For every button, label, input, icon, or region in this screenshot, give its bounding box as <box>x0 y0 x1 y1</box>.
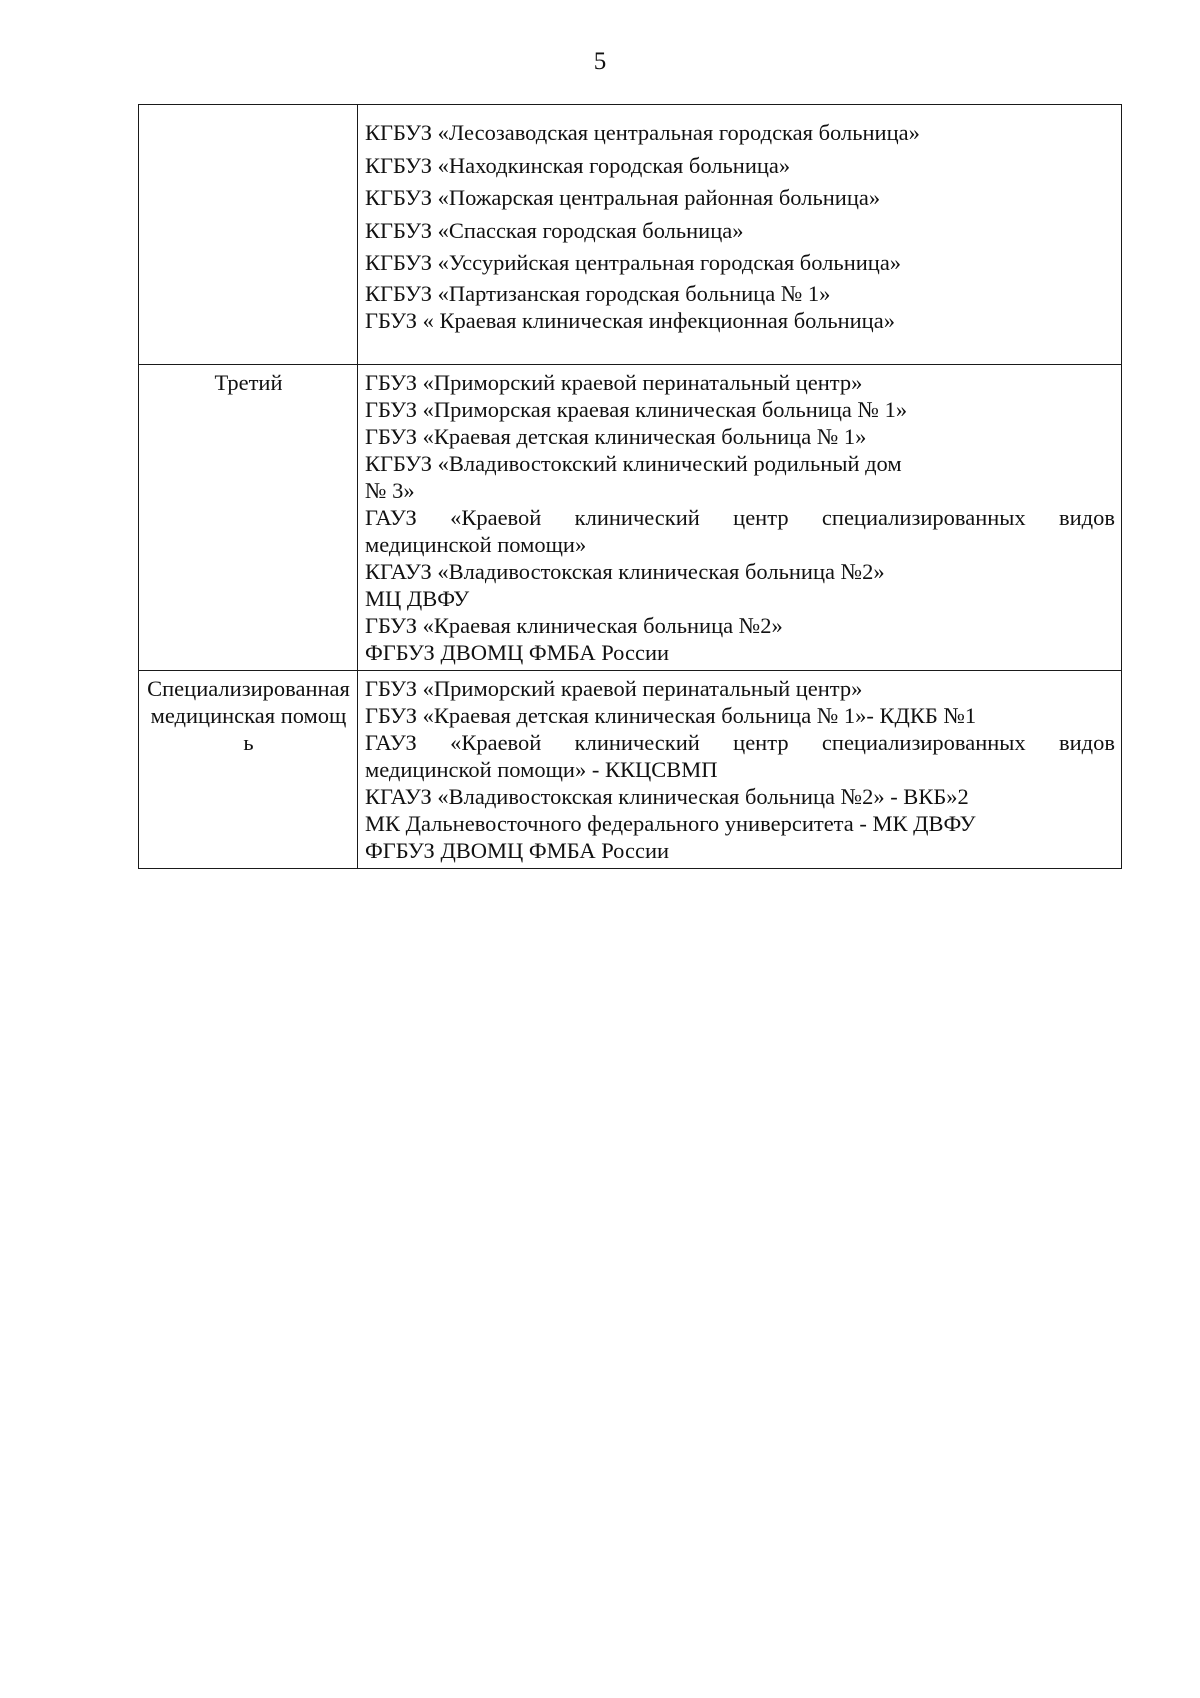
organization-item: ГАУЗ «Краевой клинический центр специализированных видов <box>365 729 1115 755</box>
organization-item: КГБУЗ «Владивостокский клинический родильный дом <box>365 450 902 476</box>
organization-item: медицинской помощи» - ККЦСВМП <box>365 756 718 782</box>
organization-item: № 3» <box>365 477 415 503</box>
care-levels-table <box>138 104 1122 869</box>
table-row-continued <box>139 105 1122 365</box>
organizations-cell <box>358 364 1122 670</box>
organization-item: ГБУЗ «Краевая детская клиническая больница № 1» <box>365 423 867 449</box>
organization-item: КГБУЗ «Пожарская центральная районная больница» <box>365 185 881 210</box>
organizations-cell <box>358 670 1122 868</box>
organization-item: КГБУЗ «Партизанская городская больница № 1» <box>365 280 831 306</box>
table-row-specialized-care <box>139 670 1122 868</box>
organization-item: ГБУЗ «Приморский краевой перинатальный центр» <box>365 675 863 701</box>
organization-item: ФГБУЗ ДВОМЦ ФМБА России <box>365 639 670 665</box>
table-row-third-level <box>139 364 1122 670</box>
organization-item: КГАУЗ «Владивостокская клиническая больница №2» - ВКБ»2 <box>365 783 969 809</box>
level-cell <box>139 105 358 365</box>
organizations-cell <box>358 105 1122 365</box>
organization-item: ФГБУЗ ДВОМЦ ФМБА России <box>365 837 670 863</box>
organization-item: медицинской помощи» <box>365 531 587 557</box>
page-number: 5 <box>593 48 607 75</box>
level-label: Третий <box>214 369 283 395</box>
organization-item: КГАУЗ «Владивостокская клиническая больница №2» <box>365 558 885 584</box>
organization-item: КГБУЗ «Уссурийская центральная городская больница» <box>365 250 902 275</box>
level-cell <box>139 670 358 868</box>
organization-item: ГАУЗ «Краевой клинический центр специализированных видов <box>365 504 1115 530</box>
organization-item: КГБУЗ «Спасская городская больница» <box>365 217 744 243</box>
organization-item: КГБУЗ «Находкинская городская больница» <box>365 152 791 178</box>
level-label: Специализированная медицинская помощь <box>147 675 350 755</box>
organization-item: ГБУЗ «Приморская краевая клиническая больница № 1» <box>365 396 908 422</box>
organization-item: ГБУЗ «Краевая клиническая больница №2» <box>365 612 783 638</box>
organization-item: КГБУЗ «Лесозаводская центральная городская больница» <box>365 120 920 145</box>
organization-item: МК Дальневосточного федерального университета - МК ДВФУ <box>365 810 976 836</box>
organization-item: ГБУЗ «Приморский краевой перинатальный центр» <box>365 369 863 395</box>
organization-item: ГБУЗ « Краевая клиническая инфекционная больница» <box>365 307 895 333</box>
organization-item: ГБУЗ «Краевая детская клиническая больница № 1»- КДКБ №1 <box>365 702 977 728</box>
organization-item: МЦ ДВФУ <box>365 585 470 611</box>
level-cell <box>139 364 358 670</box>
